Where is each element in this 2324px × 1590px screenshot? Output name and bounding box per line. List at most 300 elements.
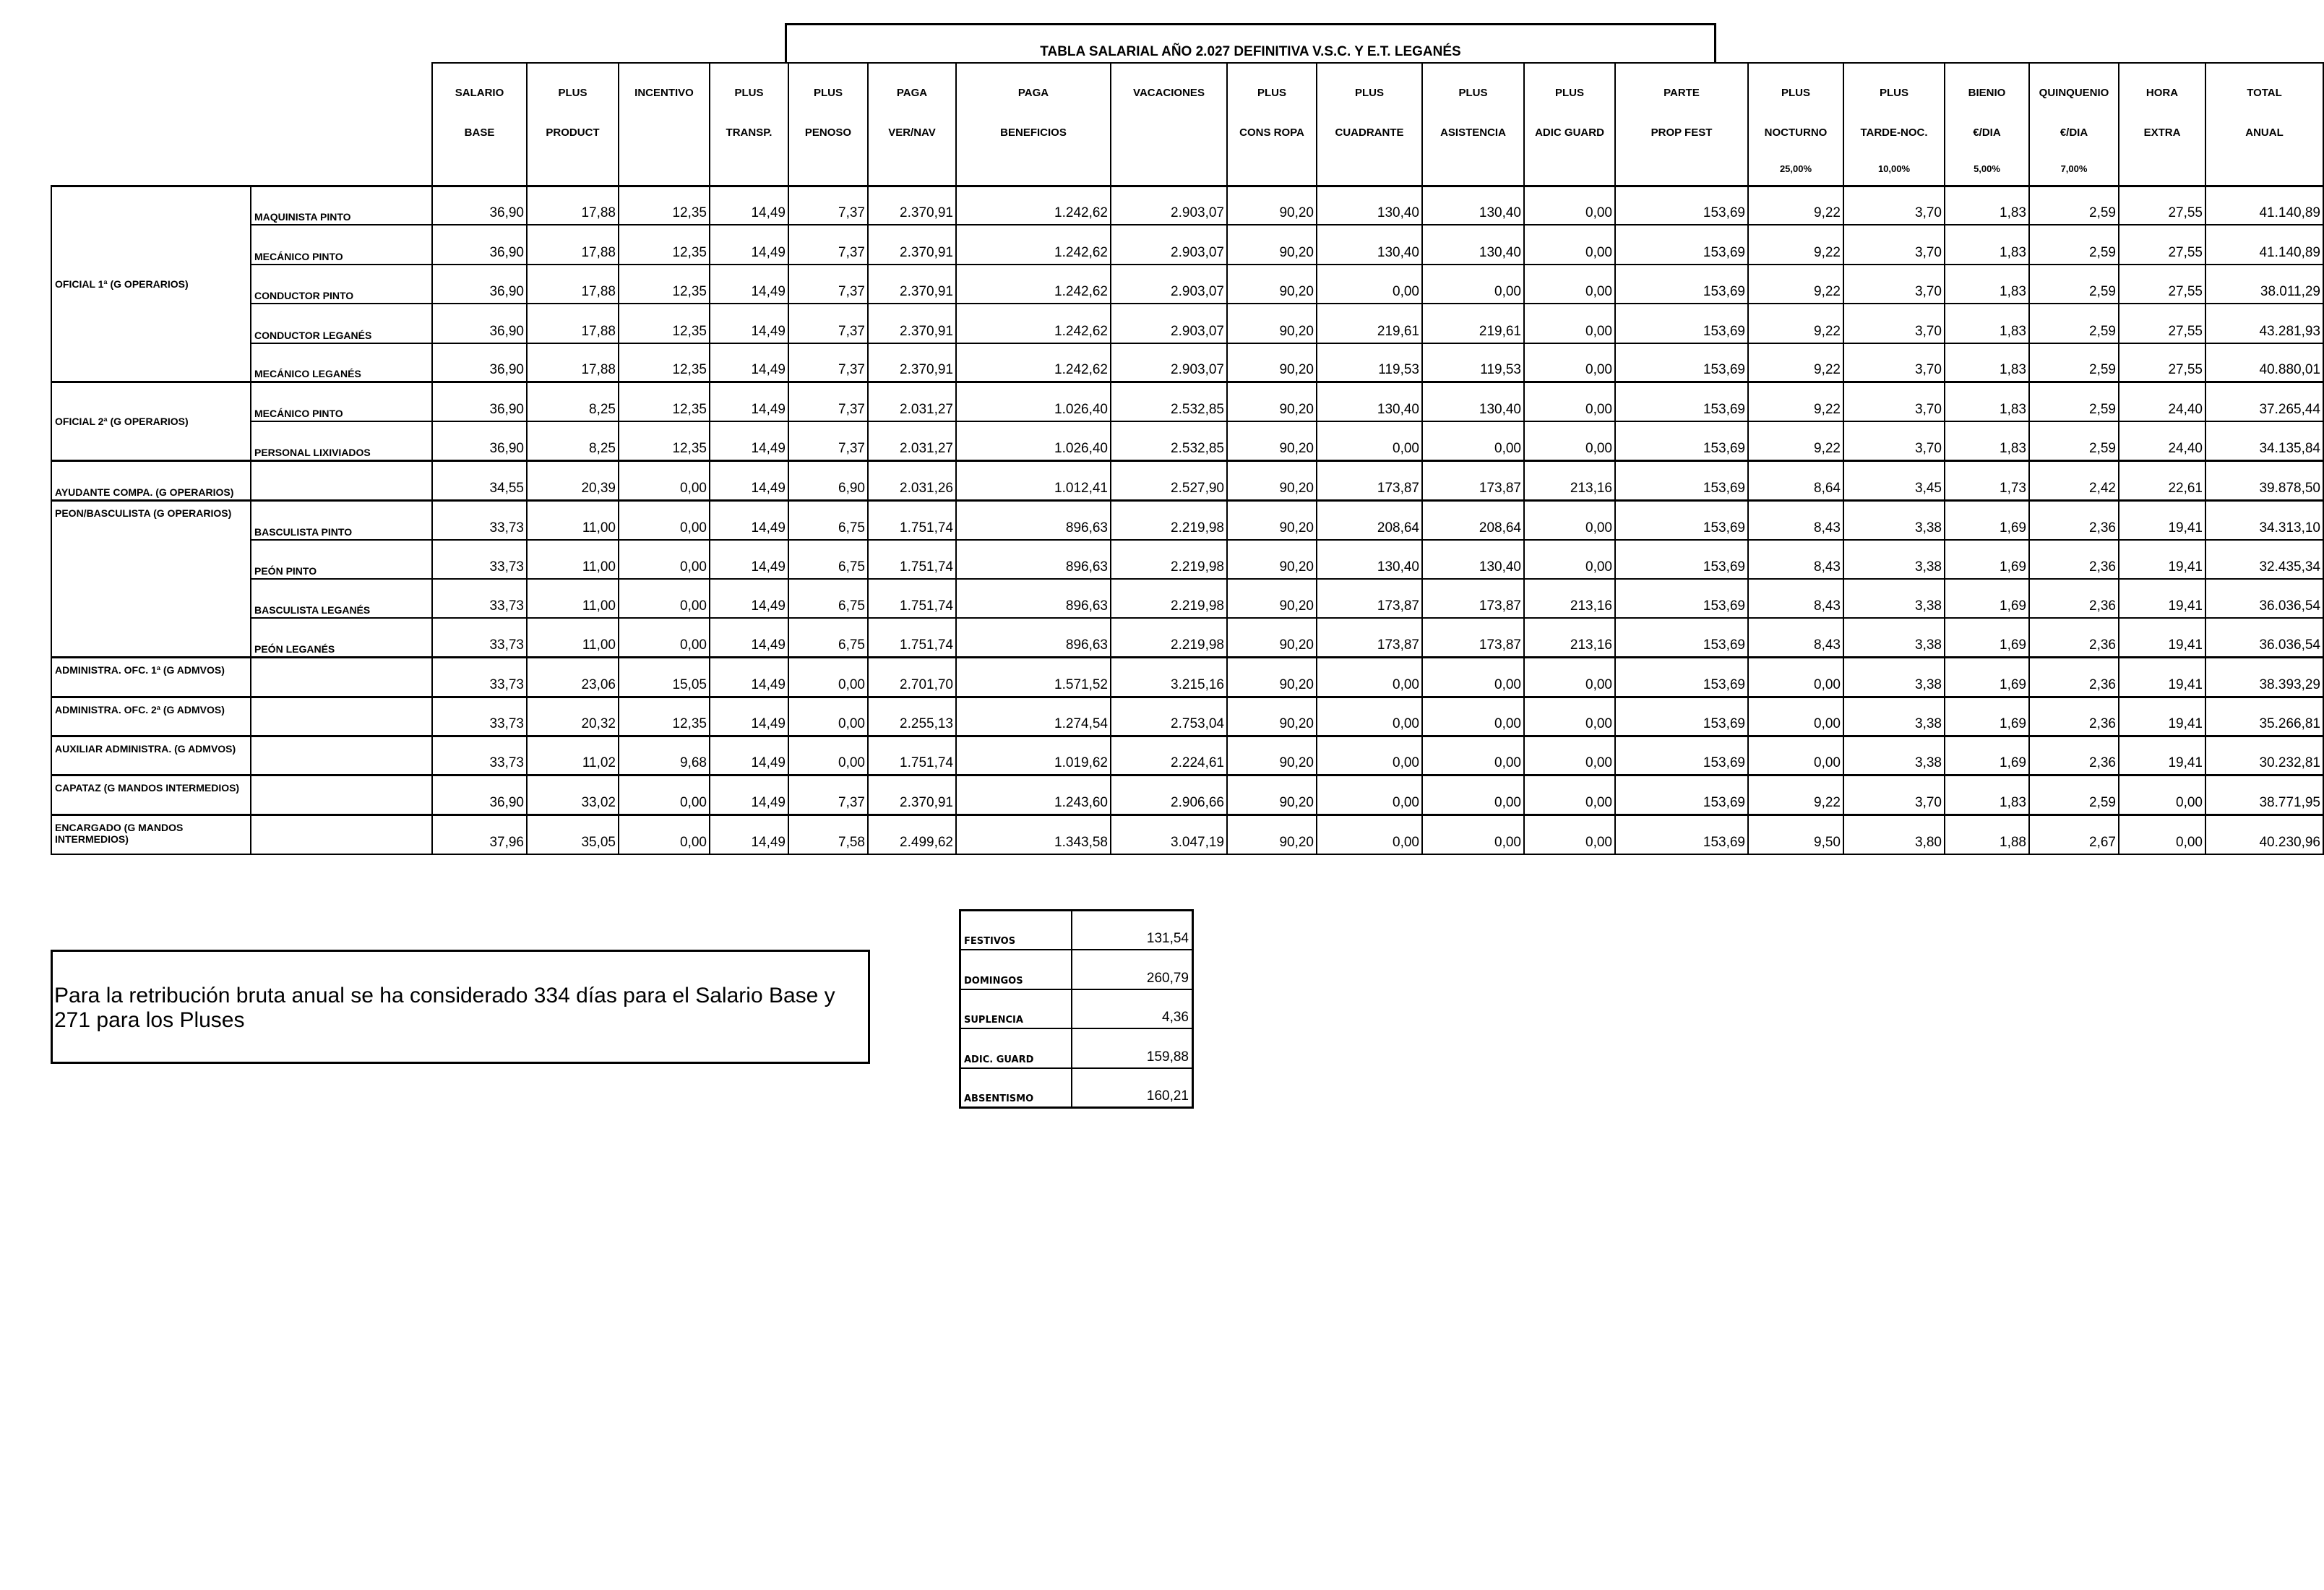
- value-cell: 8,25: [527, 382, 619, 421]
- value-cell: 12,35: [619, 343, 710, 382]
- value-cell: 0,00: [788, 658, 868, 697]
- value-cell: 219,61: [1422, 304, 1524, 343]
- column-header-line: HORA: [2146, 87, 2179, 99]
- value-cell: 3,70: [1843, 421, 1945, 460]
- value-cell: 153,69: [1615, 579, 1748, 618]
- value-cell: 2.255,13: [868, 697, 956, 736]
- value-cell: 35,05: [527, 815, 619, 854]
- value-cell: 36,90: [432, 382, 527, 421]
- value-cell: 3,70: [1843, 265, 1945, 304]
- value-cell: 173,87: [1422, 618, 1524, 657]
- table-body: [51, 186, 2323, 854]
- value-cell: 14,49: [710, 343, 788, 382]
- value-cell: 0,00: [1317, 775, 1422, 815]
- value-cell: 1,83: [1945, 421, 2029, 460]
- value-cell: 1,69: [1945, 540, 2029, 579]
- extras-label: DOMINGOS: [960, 950, 1072, 989]
- value-cell: 90,20: [1227, 815, 1317, 854]
- value-cell: 14,49: [710, 697, 788, 736]
- value-cell: 14,49: [710, 500, 788, 539]
- column-header-line: TOTAL: [2247, 87, 2282, 99]
- value-cell: 173,87: [1317, 461, 1422, 500]
- value-cell: 173,87: [1317, 618, 1422, 657]
- value-cell: 1.026,40: [956, 421, 1111, 460]
- value-cell: 0,00: [1524, 815, 1615, 854]
- column-header-line: [957, 163, 1110, 174]
- value-cell: 208,64: [1317, 500, 1422, 539]
- value-cell: 27,55: [2119, 186, 2205, 225]
- column-header-line: [1111, 163, 1226, 174]
- value-cell: 0,00: [619, 500, 710, 539]
- subcategory-cell: BASCULISTA LEGANÉS: [251, 579, 432, 618]
- table-row: [51, 304, 2323, 343]
- value-cell: 0,00: [619, 775, 710, 815]
- value-cell: 36.036,54: [2205, 618, 2323, 657]
- value-cell: 0,00: [1317, 421, 1422, 460]
- value-cell: 9,22: [1748, 775, 1843, 815]
- value-cell: 0,00: [1748, 736, 1843, 775]
- subcategory-cell: [251, 815, 432, 854]
- value-cell: 153,69: [1615, 186, 1748, 225]
- value-cell: 7,37: [788, 421, 868, 460]
- value-cell: 0,00: [1524, 697, 1615, 736]
- value-cell: 90,20: [1227, 461, 1317, 500]
- extras-row: [960, 1028, 1193, 1068]
- extras-value: 260,79: [1072, 950, 1193, 989]
- value-cell: 896,63: [956, 618, 1111, 657]
- value-cell: 36,90: [432, 265, 527, 304]
- value-cell: 34.313,10: [2205, 500, 2323, 539]
- value-cell: 2,36: [2029, 579, 2119, 618]
- value-cell: 0,00: [1524, 421, 1615, 460]
- value-cell: 1.751,74: [868, 540, 956, 579]
- value-cell: 1.019,62: [956, 736, 1111, 775]
- value-cell: 17,88: [527, 265, 619, 304]
- column-header-line: PLUS: [1781, 87, 1810, 99]
- value-cell: 0,00: [1422, 658, 1524, 697]
- subcategory-cell: CONDUCTOR LEGANÉS: [251, 304, 432, 343]
- column-header: [1422, 63, 1524, 186]
- value-cell: 153,69: [1615, 736, 1748, 775]
- value-cell: 0,00: [1524, 225, 1615, 264]
- value-cell: 9,22: [1748, 265, 1843, 304]
- value-cell: 2,36: [2029, 540, 2119, 579]
- value-cell: 1.571,52: [956, 658, 1111, 697]
- value-cell: 11,00: [527, 500, 619, 539]
- value-cell: 36,90: [432, 421, 527, 460]
- column-header-line: CUADRANTE: [1335, 126, 1404, 139]
- value-cell: 119,53: [1422, 343, 1524, 382]
- value-cell: 0,00: [1422, 697, 1524, 736]
- value-cell: 1.242,62: [956, 186, 1111, 225]
- value-cell: 3.047,19: [1111, 815, 1227, 854]
- value-cell: 8,25: [527, 421, 619, 460]
- value-cell: 1,83: [1945, 304, 2029, 343]
- table-row: [51, 343, 2323, 382]
- value-cell: 3,80: [1843, 815, 1945, 854]
- value-cell: 153,69: [1615, 225, 1748, 264]
- value-cell: 2,36: [2029, 658, 2119, 697]
- extras-label: SUPLENCIA: [960, 989, 1072, 1029]
- category-cell: ENCARGADO (G MANDOS INTERMEDIOS): [51, 815, 251, 854]
- value-cell: 24,40: [2119, 421, 2205, 460]
- extras-value: 131,54: [1072, 911, 1193, 950]
- extras-row: [960, 950, 1193, 989]
- column-header-line: [869, 163, 955, 174]
- value-cell: 36.036,54: [2205, 579, 2323, 618]
- value-cell: 213,16: [1524, 579, 1615, 618]
- column-header: [2029, 63, 2119, 186]
- value-cell: 33,73: [432, 540, 527, 579]
- value-cell: 32.435,34: [2205, 540, 2323, 579]
- value-cell: 3,70: [1843, 775, 1945, 815]
- value-cell: 90,20: [1227, 186, 1317, 225]
- value-cell: 153,69: [1615, 265, 1748, 304]
- column-header-line: PLUS: [1554, 87, 1584, 99]
- extras-label: ABSENTISMO: [960, 1068, 1072, 1108]
- value-cell: 2,59: [2029, 304, 2119, 343]
- table-title-box: [785, 23, 1716, 62]
- value-cell: 9,22: [1748, 304, 1843, 343]
- value-cell: 8,64: [1748, 461, 1843, 500]
- column-header: [1945, 63, 2029, 186]
- category-cell: ADMINISTRA. OFC. 2ª (G ADMVOS): [51, 697, 251, 736]
- value-cell: 19,41: [2119, 618, 2205, 657]
- column-header: [619, 63, 710, 186]
- value-cell: 2.370,91: [868, 186, 956, 225]
- value-cell: 2,42: [2029, 461, 2119, 500]
- subcategory-cell: [251, 697, 432, 736]
- value-cell: 90,20: [1227, 304, 1317, 343]
- column-header-line: €/DIA: [2060, 126, 2088, 139]
- value-cell: 12,35: [619, 382, 710, 421]
- value-cell: 3,38: [1843, 736, 1945, 775]
- column-header-line: PENOSO: [804, 126, 852, 139]
- value-cell: 3,38: [1843, 658, 1945, 697]
- value-cell: 130,40: [1317, 186, 1422, 225]
- column-header-line: TARDE-NOC.: [1860, 126, 1928, 139]
- extras-row: [960, 911, 1193, 950]
- value-cell: 90,20: [1227, 579, 1317, 618]
- column-header: [527, 63, 619, 186]
- value-cell: 7,37: [788, 304, 868, 343]
- value-cell: 37,96: [432, 815, 527, 854]
- value-cell: 7,37: [788, 225, 868, 264]
- column-header: [710, 63, 788, 186]
- table-row: [51, 618, 2323, 657]
- value-cell: 2.031,26: [868, 461, 956, 500]
- value-cell: 2,36: [2029, 736, 2119, 775]
- value-cell: 7,58: [788, 815, 868, 854]
- value-cell: 39.878,50: [2205, 461, 2323, 500]
- value-cell: 0,00: [1317, 658, 1422, 697]
- column-header-line: PLUS: [734, 87, 764, 99]
- value-cell: 0,00: [1317, 815, 1422, 854]
- value-cell: 90,20: [1227, 658, 1317, 697]
- value-cell: 40.230,96: [2205, 815, 2323, 854]
- value-cell: 24,40: [2119, 382, 2205, 421]
- value-cell: 38.393,29: [2205, 658, 2323, 697]
- category-cell: PEON/BASCULISTA (G OPERARIOS): [51, 500, 251, 658]
- value-cell: 15,05: [619, 658, 710, 697]
- value-cell: 173,87: [1422, 579, 1524, 618]
- extras-row: [960, 989, 1193, 1029]
- column-header: [788, 63, 868, 186]
- value-cell: 3,45: [1843, 461, 1945, 500]
- column-header-line: PLUS: [558, 87, 588, 99]
- value-cell: 3,70: [1843, 343, 1945, 382]
- value-cell: 9,22: [1748, 186, 1843, 225]
- value-cell: 2,36: [2029, 618, 2119, 657]
- value-cell: 38.011,29: [2205, 265, 2323, 304]
- value-cell: 35.266,81: [2205, 697, 2323, 736]
- value-cell: 27,55: [2119, 265, 2205, 304]
- column-header-line: PLUS: [813, 87, 843, 99]
- column-header-line: VACACIONES: [1133, 87, 1205, 99]
- column-header: [2205, 63, 2323, 186]
- column-header-line: [1111, 126, 1226, 139]
- column-header-line: TRANSP.: [726, 126, 772, 139]
- column-header-line: [619, 126, 709, 139]
- column-header: [2119, 63, 2205, 186]
- value-cell: 0,00: [1524, 304, 1615, 343]
- category-cell: CAPATAZ (G MANDOS INTERMEDIOS): [51, 775, 251, 815]
- value-cell: 17,88: [527, 343, 619, 382]
- value-cell: 2,59: [2029, 382, 2119, 421]
- value-cell: 0,00: [1748, 697, 1843, 736]
- value-cell: 0,00: [1317, 697, 1422, 736]
- value-cell: 2,67: [2029, 815, 2119, 854]
- value-cell: 2,59: [2029, 186, 2119, 225]
- value-cell: 2.903,07: [1111, 186, 1227, 225]
- value-cell: 90,20: [1227, 225, 1317, 264]
- value-cell: 0,00: [1524, 265, 1615, 304]
- value-cell: 19,41: [2119, 736, 2205, 775]
- value-cell: 14,49: [710, 225, 788, 264]
- value-cell: 14,49: [710, 618, 788, 657]
- value-cell: 9,68: [619, 736, 710, 775]
- value-cell: 130,40: [1422, 382, 1524, 421]
- value-cell: 3,38: [1843, 500, 1945, 539]
- value-cell: 7,37: [788, 343, 868, 382]
- value-cell: 1,69: [1945, 500, 2029, 539]
- value-cell: 90,20: [1227, 343, 1317, 382]
- value-cell: 6,90: [788, 461, 868, 500]
- table-row: [51, 421, 2323, 460]
- value-cell: 27,55: [2119, 304, 2205, 343]
- column-header-line: INCENTIVO: [634, 87, 694, 99]
- value-cell: 153,69: [1615, 382, 1748, 421]
- table-title: TABLA SALARIAL AÑO 2.027 DEFINITIVA V.S.C. Y E.T. LEGANÉS: [1040, 44, 1461, 59]
- table-row: [51, 815, 2323, 854]
- column-header: [1227, 63, 1317, 186]
- column-header-line: [619, 163, 709, 174]
- value-cell: 0,00: [1422, 775, 1524, 815]
- value-cell: 2.903,07: [1111, 265, 1227, 304]
- subcategory-cell: MECÁNICO PINTO: [251, 382, 432, 421]
- value-cell: 0,00: [619, 540, 710, 579]
- header-row: [51, 63, 2323, 186]
- extras-row: [960, 1068, 1193, 1108]
- column-header: [956, 63, 1111, 186]
- value-cell: 2,59: [2029, 265, 2119, 304]
- value-cell: 0,00: [788, 697, 868, 736]
- category-cell: OFICIAL 1ª (G OPERARIOS): [51, 186, 251, 382]
- value-cell: 14,49: [710, 421, 788, 460]
- column-header: [432, 63, 527, 186]
- extras-value: 159,88: [1072, 1028, 1193, 1068]
- column-header-line: PLUS: [1257, 87, 1286, 99]
- value-cell: 0,00: [619, 461, 710, 500]
- value-cell: 1,83: [1945, 382, 2029, 421]
- value-cell: 90,20: [1227, 618, 1317, 657]
- value-cell: 0,00: [1524, 186, 1615, 225]
- value-cell: 0,00: [1524, 736, 1615, 775]
- column-header-line: VER/NAV: [888, 126, 936, 139]
- category-cell: AYUDANTE COMPA. (G OPERARIOS): [51, 461, 251, 500]
- column-header-line: PAGA: [1017, 87, 1049, 99]
- extras-value: 4,36: [1072, 989, 1193, 1029]
- value-cell: 153,69: [1615, 343, 1748, 382]
- extras-label: ADIC. GUARD: [960, 1028, 1072, 1068]
- table-row: [51, 461, 2323, 500]
- value-cell: 1.274,54: [956, 697, 1111, 736]
- value-cell: 22,61: [2119, 461, 2205, 500]
- value-cell: 153,69: [1615, 500, 1748, 539]
- value-cell: 2.219,98: [1111, 618, 1227, 657]
- value-cell: 2.031,27: [868, 382, 956, 421]
- subcategory-cell: [251, 775, 432, 815]
- value-cell: 130,40: [1422, 225, 1524, 264]
- subcategory-cell: [251, 461, 432, 500]
- value-cell: 0,00: [1422, 265, 1524, 304]
- value-cell: 1.751,74: [868, 736, 956, 775]
- value-cell: 14,49: [710, 540, 788, 579]
- column-header: [1615, 63, 1748, 186]
- value-cell: 27,55: [2119, 343, 2205, 382]
- column-header-line: QUINQUENIO: [2039, 87, 2109, 99]
- value-cell: 130,40: [1317, 225, 1422, 264]
- column-header-line: CONS ROPA: [1239, 126, 1304, 139]
- table-row: [51, 382, 2323, 421]
- value-cell: 7,37: [788, 382, 868, 421]
- value-cell: 1,83: [1945, 265, 2029, 304]
- value-cell: 3,38: [1843, 579, 1945, 618]
- value-cell: 6,75: [788, 579, 868, 618]
- value-cell: 219,61: [1317, 304, 1422, 343]
- column-header-line: NOCTURNO: [1764, 126, 1828, 139]
- value-cell: 0,00: [1524, 382, 1615, 421]
- subcategory-cell: CONDUCTOR PINTO: [251, 265, 432, 304]
- value-cell: 2.499,62: [868, 815, 956, 854]
- value-cell: 33,73: [432, 618, 527, 657]
- value-cell: 3,70: [1843, 304, 1945, 343]
- value-cell: 9,22: [1748, 343, 1843, 382]
- value-cell: 36,90: [432, 343, 527, 382]
- value-cell: 896,63: [956, 540, 1111, 579]
- value-cell: 1,83: [1945, 343, 2029, 382]
- value-cell: 11,02: [527, 736, 619, 775]
- value-cell: 12,35: [619, 186, 710, 225]
- value-cell: 36,90: [432, 304, 527, 343]
- value-cell: 0,00: [1422, 736, 1524, 775]
- value-cell: 0,00: [1422, 815, 1524, 854]
- value-cell: 0,00: [1422, 421, 1524, 460]
- value-cell: 0,00: [1317, 265, 1422, 304]
- value-cell: 0,00: [619, 579, 710, 618]
- column-header-line: BASE: [464, 126, 495, 139]
- value-cell: 2.906,66: [1111, 775, 1227, 815]
- value-cell: 1.751,74: [868, 500, 956, 539]
- value-cell: 0,00: [788, 736, 868, 775]
- value-cell: 33,73: [432, 500, 527, 539]
- column-header-line: PAGA: [896, 87, 928, 99]
- column-header-line: 5,00%: [1974, 163, 2000, 174]
- column-header-line: [1228, 163, 1316, 174]
- value-cell: 213,16: [1524, 618, 1615, 657]
- table-row: [51, 579, 2323, 618]
- note-text: Para la retribución bruta anual se ha considerado 334 días para el Salario Base y 271 para los Pluses: [54, 984, 835, 1032]
- value-cell: 17,88: [527, 304, 619, 343]
- column-header: [1317, 63, 1422, 186]
- value-cell: 1,88: [1945, 815, 2029, 854]
- value-cell: 896,63: [956, 500, 1111, 539]
- value-cell: 90,20: [1227, 382, 1317, 421]
- value-cell: 33,73: [432, 658, 527, 697]
- value-cell: 2.370,91: [868, 775, 956, 815]
- value-cell: 90,20: [1227, 421, 1317, 460]
- value-cell: 33,73: [432, 579, 527, 618]
- value-cell: 20,32: [527, 697, 619, 736]
- value-cell: 1,83: [1945, 225, 2029, 264]
- value-cell: 0,00: [1524, 540, 1615, 579]
- column-header-line: EXTRA: [2143, 126, 2181, 139]
- value-cell: 0,00: [2119, 815, 2205, 854]
- value-cell: 36,90: [432, 186, 527, 225]
- value-cell: 8,43: [1748, 500, 1843, 539]
- value-cell: 14,49: [710, 775, 788, 815]
- subcategory-cell: PEÓN LEGANÉS: [251, 618, 432, 657]
- value-cell: 1,69: [1945, 736, 2029, 775]
- value-cell: 1.751,74: [868, 618, 956, 657]
- value-cell: 3,70: [1843, 225, 1945, 264]
- value-cell: 36,90: [432, 225, 527, 264]
- value-cell: 2.532,85: [1111, 382, 1227, 421]
- value-cell: 2.031,27: [868, 421, 956, 460]
- header-blank: [51, 63, 251, 186]
- value-cell: 1,69: [1945, 579, 2029, 618]
- column-header-line: [528, 163, 618, 174]
- value-cell: 12,35: [619, 265, 710, 304]
- value-cell: 2.370,91: [868, 304, 956, 343]
- value-cell: 90,20: [1227, 500, 1317, 539]
- subcategory-cell: PERSONAL LIXIVIADOS: [251, 421, 432, 460]
- subcategory-cell: [251, 658, 432, 697]
- value-cell: 7,37: [788, 186, 868, 225]
- value-cell: 14,49: [710, 461, 788, 500]
- column-header-line: [1616, 163, 1747, 174]
- value-cell: 33,02: [527, 775, 619, 815]
- value-cell: 9,50: [1748, 815, 1843, 854]
- value-cell: 34.135,84: [2205, 421, 2323, 460]
- value-cell: 2.527,90: [1111, 461, 1227, 500]
- value-cell: 90,20: [1227, 736, 1317, 775]
- value-cell: 43.281,93: [2205, 304, 2323, 343]
- category-cell: AUXILIAR ADMINISTRA. (G ADMVOS): [51, 736, 251, 775]
- value-cell: 1,69: [1945, 658, 2029, 697]
- value-cell: 17,88: [527, 225, 619, 264]
- value-cell: 1.012,41: [956, 461, 1111, 500]
